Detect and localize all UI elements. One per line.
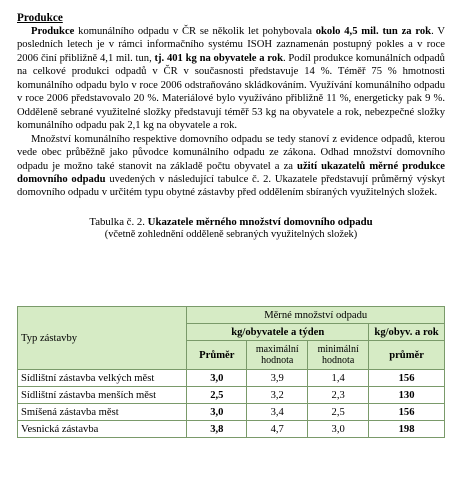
table-header-group: Měrné množství odpadu bbox=[187, 307, 445, 324]
table-cell-min: 3,0 bbox=[308, 421, 369, 438]
table-cell-type: Smíšená zástavba měst bbox=[18, 404, 187, 421]
table-cell-avg: 3,0 bbox=[187, 370, 247, 387]
table-row bbox=[18, 370, 445, 387]
table-row bbox=[18, 421, 445, 438]
p1-segment: . V posledních letech je v rámci informačního systému ISOH zaznamenán postupný pokles a v roce 2006 činí přibližně 4,1 mil. tun, bbox=[17, 26, 445, 64]
table-cell-year: 156 bbox=[369, 404, 445, 421]
table-header-week: kg/obyvatele a týden bbox=[187, 324, 369, 341]
table-cell-min: 2,5 bbox=[308, 404, 369, 421]
table-col-avg-year: průměr bbox=[369, 341, 445, 370]
table-header-type: Typ zástavby bbox=[18, 307, 187, 370]
paragraph-production bbox=[17, 25, 445, 133]
table-caption-title: Ukazatele měrného množství domovního odpadu bbox=[147, 215, 373, 228]
table-row bbox=[18, 404, 445, 421]
p2-segment: uvedených v následující tabulce č. 2. Ukazatele představují průměrný výskyt domovního odpadu v určitém typu obytné zástavby před oddělením sbíraných využitelných složek. bbox=[17, 173, 445, 199]
p1-segment: okolo 4,5 mil. tun za rok bbox=[315, 26, 432, 37]
table-header-year: kg/obyv. a rok bbox=[369, 324, 445, 341]
p2-segment: užití ukazatelů měrné produkce domovního odpadu bbox=[17, 160, 445, 185]
table-cell-type: Vesnická zástavba bbox=[18, 421, 187, 438]
table-cell-year: 130 bbox=[369, 387, 445, 404]
table-cell-avg: 3,0 bbox=[187, 404, 247, 421]
p1-segment: komunálního odpadu v ČR se několik let pohybovala bbox=[74, 26, 316, 37]
table-cell-avg: 2,5 bbox=[187, 387, 247, 404]
table-col-avg: Průměr bbox=[187, 341, 247, 370]
table-caption-prefix: Tabulka č. 2. bbox=[89, 215, 148, 228]
table-col-max: maximální hodnota bbox=[247, 341, 308, 370]
table-cell-type: Sídlištní zástavba velkých měst bbox=[18, 370, 187, 387]
table-cell-max: 4,7 bbox=[247, 421, 308, 438]
table-cell-max: 3,2 bbox=[247, 387, 308, 404]
table-cell-avg: 3,8 bbox=[187, 421, 247, 438]
document-page bbox=[17, 12, 445, 241]
p1-segment: Produkce bbox=[31, 26, 75, 37]
table-cell-year: 156 bbox=[369, 370, 445, 387]
p2-segment: Množství komunálního respektive domovního odpadu se tedy stanoví z evidence odpadů, kterou vede obec průběžně jako původce komunálního odpadu ze zákona. Odhad množství domovního odpadu je možno také stanovit na základě počtu obyvatel a za bbox=[17, 133, 445, 172]
table-cell-year: 198 bbox=[369, 421, 445, 438]
table-cell-type: Sídlištní zástavba menších měst bbox=[18, 387, 187, 404]
table-cell-min: 1,4 bbox=[308, 370, 369, 387]
paragraph-estimation bbox=[17, 133, 445, 200]
table-caption bbox=[17, 216, 445, 229]
table-cell-max: 3,9 bbox=[247, 370, 308, 387]
table-col-min: minimální hodnota bbox=[308, 341, 369, 370]
p1-segment: . Podíl produkce komunálních odpadů na celkové produkci odpadů v ČR v současnosti představuje 14 %. Téměř 75 % hmotnosti komunálního odpadu bylo v roce 2006 odstraňováno skládkováním. Využívání komunálního odpadu v roce 2006 představovalo 20 %. Materiálové bylo využíváno přibližně 11 %, energeticky pak 9 %. Odděleně sebrané využitelné složky představují téměř 53 kg na obyvatele a rok, nebezpečné složky komunálního odpadu pak 2,1 kg na obyvatele a rok. bbox=[17, 52, 445, 132]
table-cell-max: 3,4 bbox=[247, 404, 308, 421]
table-row bbox=[18, 387, 445, 404]
p1-segment: tj. 401 kg na obyvatele a rok bbox=[154, 52, 283, 64]
waste-indicator-table bbox=[17, 306, 445, 438]
table-subcaption: (včetně zohlednění odděleně sebraných využitelných složek) bbox=[104, 228, 358, 240]
section-heading: Produkce bbox=[17, 12, 63, 24]
table-cell-min: 2,3 bbox=[308, 387, 369, 404]
